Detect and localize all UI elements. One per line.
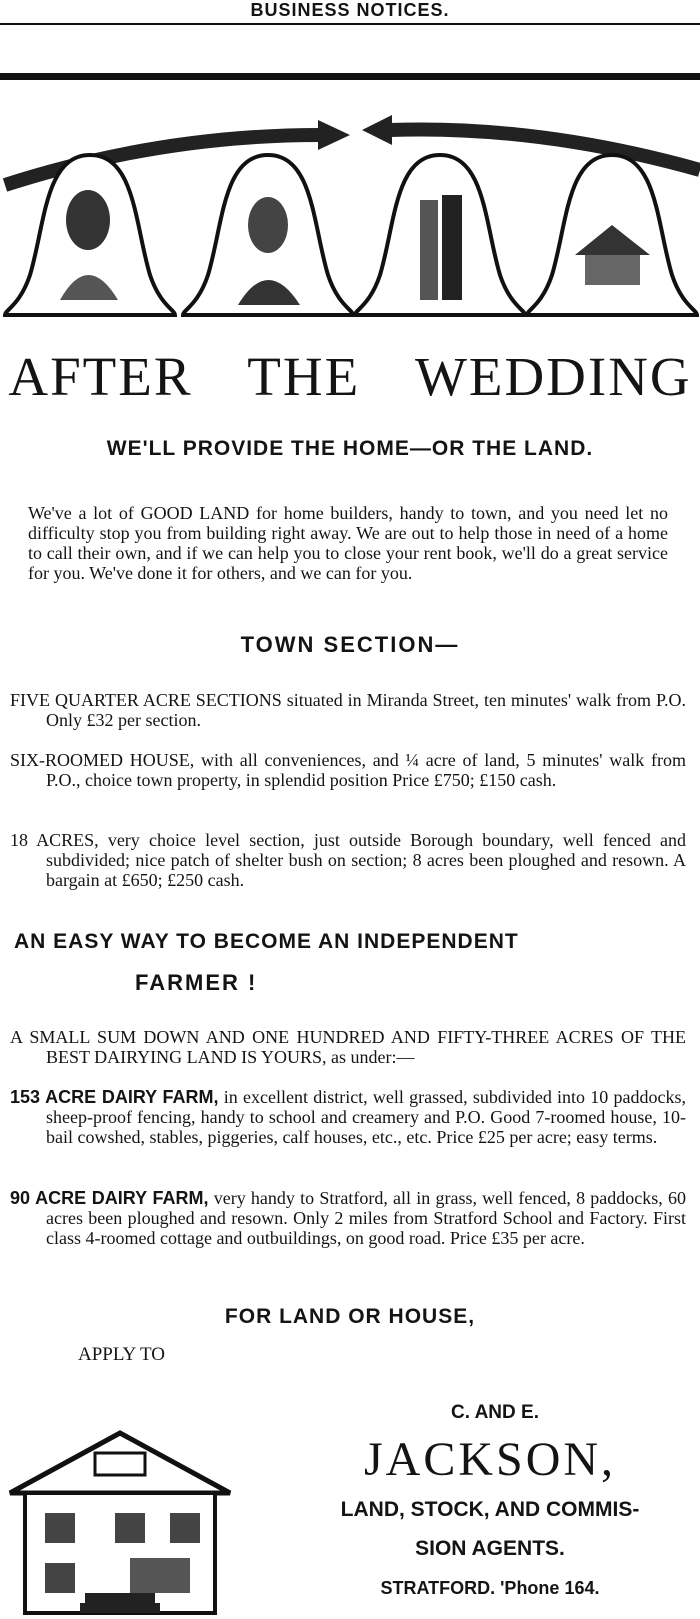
agent-address: STRATFORD. 'Phone 164.: [380, 1578, 600, 1598]
apply-to-label: APPLY TO: [78, 1344, 165, 1365]
farmer-heading-line1: AN EASY WAY TO BECOME AN INDEPENDENT: [14, 930, 519, 953]
town-section-heading: TOWN SECTION—: [240, 632, 460, 657]
listing-90-acre-farm: [10, 1188, 686, 1248]
heavy-divider: [0, 73, 700, 80]
agent-occupation-line1: LAND, STOCK, AND COMMIS-: [340, 1498, 640, 1521]
listing-18-acres: 18 ACRES, very choice level section, just outside Borough boundary, well fenced and subdivided; nice patch of shelter bush on section; 8 acres been ploughed and resown. A bargain at £650; £250 cash.: [10, 830, 686, 890]
farm-intro: A SMALL SUM DOWN AND ONE HUNDRED AND FIFTY-THREE ACRES OF THE BEST DAIRYING LAND IS YOURS, as under:—: [10, 1027, 686, 1067]
bell-couple-icon: [355, 155, 525, 315]
listing-quarter-acre-sections: FIVE QUARTER ACRE SECTIONS situated in Miranda Street, ten minutes' walk from P.O. Only £32 per section.: [10, 690, 686, 730]
header-rule: [0, 23, 700, 25]
farmer-heading-line2: FARMER !: [135, 970, 258, 995]
listing-153-acre-farm: [10, 1087, 686, 1147]
apply-heading: FOR LAND OR HOUSE,: [224, 1305, 476, 1328]
farm-title: 90 ACRE DAIRY FARM,: [10, 1188, 209, 1208]
section-header: BUSINESS NOTICES.: [250, 0, 450, 20]
ad-tagline: WE'LL PROVIDE THE HOME—OR THE LAND.: [106, 437, 594, 460]
house-illustration: [0, 1418, 235, 1619]
intro-paragraph: We've a lot of GOOD LAND for home builders, handy to town, and you need let no difficulty stop you from building right away. We are out to help those in need of a home to call their own, and if we can help you to close your rent book, we'll do a great service for you. We've done it for others, and we can for you.: [28, 503, 668, 583]
agent-name: JACKSON,: [363, 1433, 617, 1486]
agent-occupation-line2: SION AGENTS.: [415, 1537, 565, 1560]
bell-home-icon: [527, 155, 697, 315]
farm-description: in excellent district, well grassed, subdivided into 10 paddocks, sheep-proof fencing, handy to school and creamery and P.O. Good 7-roomed house, 10-bail cowshed, stables, piggeries, calf houses, etc., etc. Price £25 per acre; easy terms.: [46, 1087, 686, 1147]
wedding-bells-illustration: [0, 115, 700, 345]
agent-initials: C. AND E.: [451, 1402, 539, 1423]
farm-title: 153 ACRE DAIRY FARM,: [10, 1087, 219, 1107]
bell-groom-icon: [183, 155, 353, 315]
listing-six-roomed-house: SIX-ROOMED HOUSE, with all conveniences, and ¼ acre of land, 5 minutes' walk from P.O., choice town property, in splendid position Price £750; £150 cash.: [10, 750, 686, 790]
farm-description: very handy to Stratford, all in grass, well fenced, 8 paddocks, 60 acres been ploughed and resown. Only 2 miles from Stratford School and Factory. First class 4-roomed cottage and outbuildings, on good road. Price £35 per acre.: [46, 1188, 686, 1248]
ad-title: AFTER THE WEDDING: [8, 346, 692, 407]
